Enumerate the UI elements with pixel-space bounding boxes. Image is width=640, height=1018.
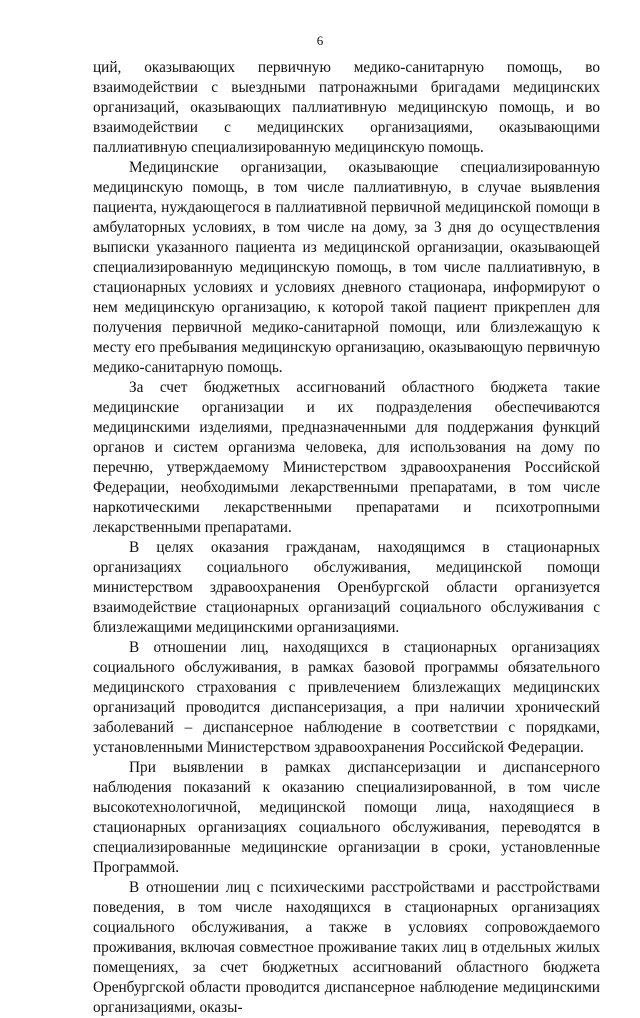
paragraph: В отношении лиц, находящихся в стационарных организациях социального обслуживания, в рамках базовой программы обязательного медицинского страхования с привлечением близлежащих медицинских организаций проводится диспансеризация, а при наличии хронический заболеваний – диспансерное наблюдение в соответствии с порядками, установленными Министерством здравоохранения Российской Федерации. [93,639,600,756]
paragraph: За счет бюджетных ассигнований областного бюджета такие медицинские организации и их подразделения обеспечиваются медицинскими изделиями, предназначенными для поддержания функций органов и систем организма человека, для использования на дому по перечню, утверждаемому Министерством здравоохранения Российской Федерации, необходимыми лекарственными препаратами, в том числе наркотическими лекарственными препаратами и психотропными лекарственными препаратами. [93,379,600,536]
paragraph-continued: ций, оказывающих первичную медико-санитарную помощь, во взаимодействии с выездными патронажными бригадами медицинских организаций, оказывающих паллиативную медицинскую помощь, и во взаимодействии с медицинских организациями, оказывающими паллиативную специализированную медицинскую помощь. [93,59,600,156]
paragraph: В целях оказания гражданам, находящимся в стационарных организациях социального обслуживания, медицинской помощи министерством здравоохранения Оренбургской области организуется взаимодействие стационарных организаций социального обслуживания с близлежащими медицинскими организациями. [93,539,600,636]
document-body [93,58,600,1018]
paragraph: При выявлении в рамках диспансеризации и диспансерного наблюдения показаний к оказанию специализированной, в том числе высокотехнологичной, медицинской помощи лица, находящиеся в стационарных организациях социального обслуживания, переводятся в специализированные медицинские организации в сроки, установленные Программой. [93,759,600,876]
paragraph: В отношении лиц с психическими расстройствами и расстройствами поведения, в том числе находящихся в стационарных организациях социального обслуживания, а также в условиях сопровождаемого проживания, включая совместное проживание таких лиц в отдельных жилых помещениях, за счет бюджетных ассигнований областного бюджета Оренбургской области проводится диспансерное наблюдение медицинскими организациями, оказы- [93,879,600,1016]
paragraph: Медицинские организации, оказывающие специализированную медицинскую помощь, в том числе паллиативную, в случае выявления пациента, нуждающегося в паллиативной первичной медицинской помощи в амбулаторных условиях, в том числе на дому, за 3 дня до осуществления выписки указанного пациента из медицинской организации, оказывающей специализированную медицинскую помощь, в том числе паллиативную, в стационарных условиях и условиях дневного стационара, информируют о нем медицинскую организацию, к которой такой пациент прикреплен для получения первичной медико-санитарной помощи, или близлежащую к месту его пребывания медицинскую организацию, оказывающую первичную медико-санитарную помощь. [93,159,600,376]
page-number: 6 [316,33,324,48]
